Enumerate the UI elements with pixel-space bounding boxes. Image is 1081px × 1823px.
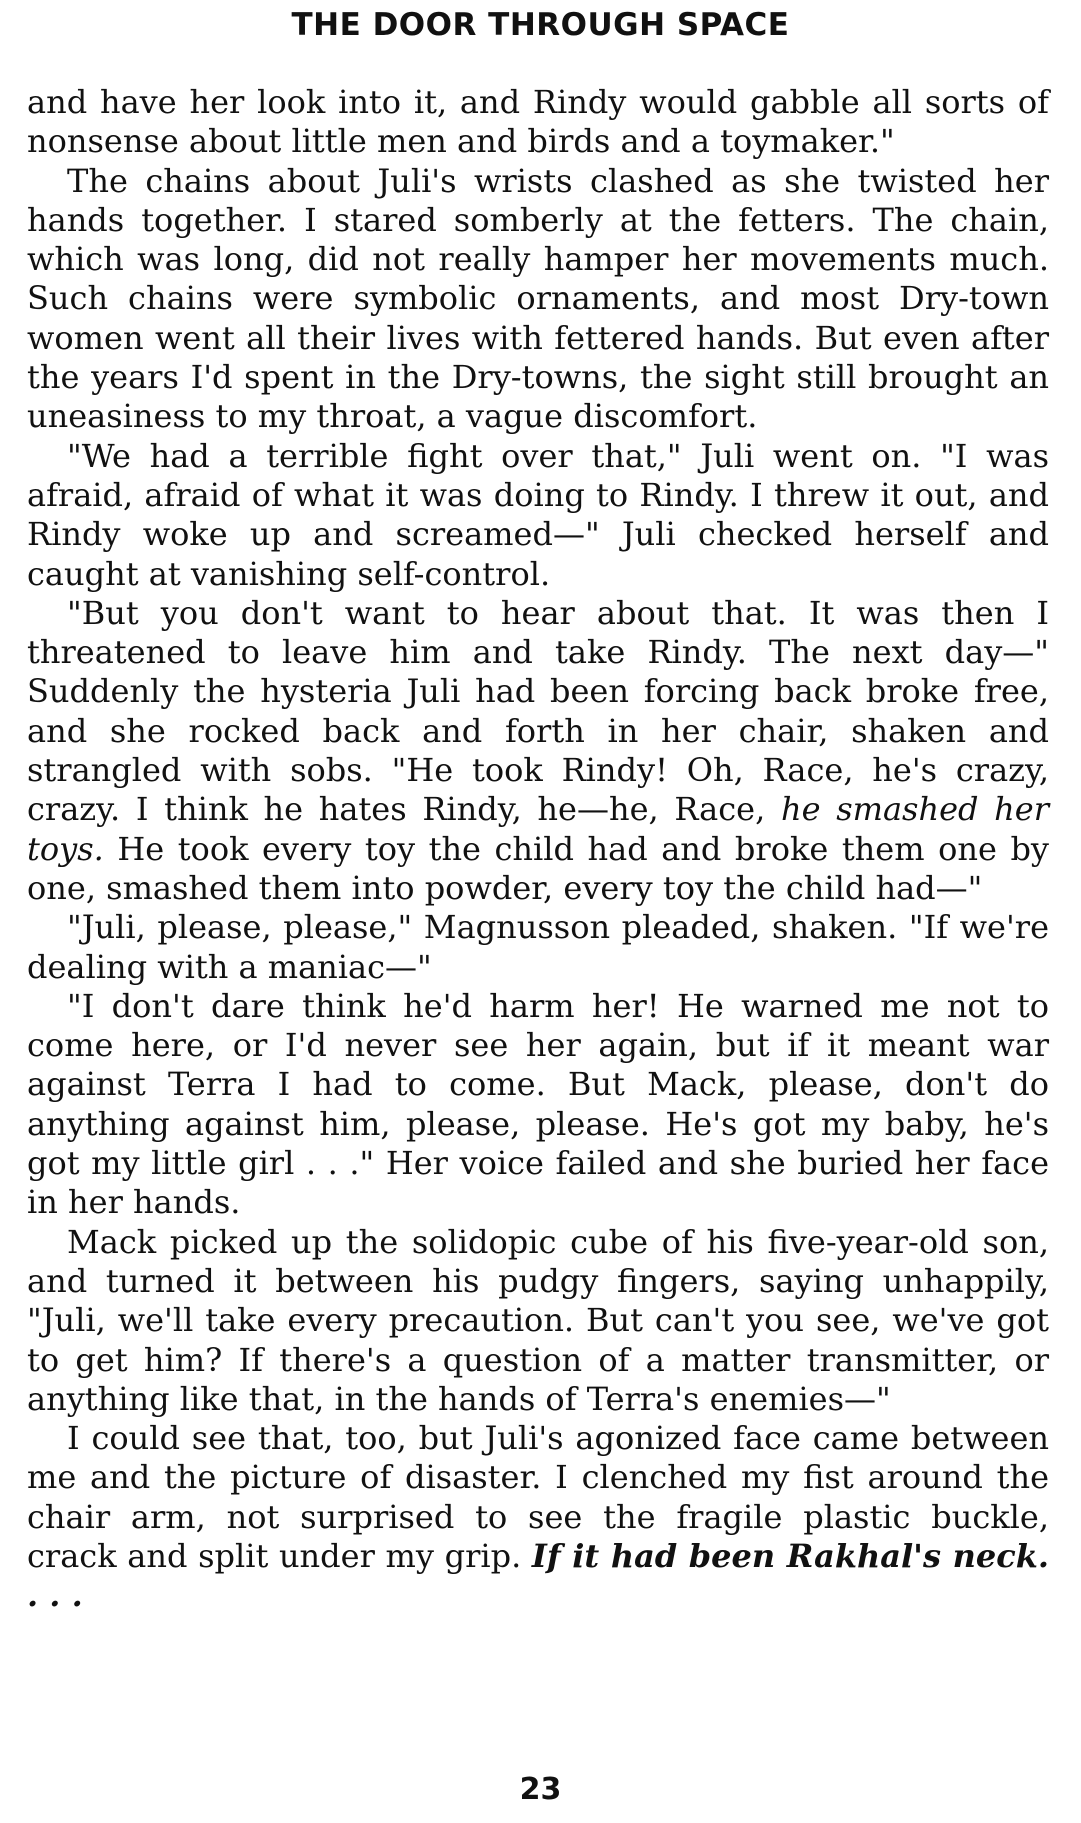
italic-emphasis: he smashed her toys. — [27, 790, 1050, 868]
paragraph: and have her look into it, and Rindy would gabble all sorts of nonsense about little men and birds and a toymaker." — [27, 83, 1049, 161]
paragraph: "We had a terrible fight over that," Juli went on. "I was afraid, afraid of what it was doing to Rindy. I threw it out, and Rindy woke up and screamed—" Juli checked herself and caught at vanishing self-control. — [27, 436, 1049, 593]
paragraph: "I don't dare think he'd harm her! He warned me not to come here, or I'd never see her again, but if it meant war against Terra I had to come. But Mack, please, don't do anything against him, please, please. He's got my baby, he's got my little girl . . ." Her voice failed and she buried her face in her hands. — [27, 986, 1049, 1222]
body-text — [27, 83, 1049, 1616]
italic-emphasis: If it had been Rakhal's neck. . . . — [27, 1536, 1050, 1615]
paragraph: Mack picked up the solidopic cube of his five-year-old son, and turned it between his pudgy fingers, saying unhappily, "Juli, we'll take every precaution. But can't you see, we've got to get him? If there's a question of a matter transmitter, or anything like that, in the hands of Terra's enemies—" — [27, 1222, 1049, 1418]
paragraph: "Juli, please, please," Magnusson pleaded, shaken. "If we're dealing with a maniac—" — [27, 908, 1049, 986]
paragraph: The chains about Juli's wrists clashed as she twisted her hands together. I stared somberly at the fetters. The chain, which was long, did not really hamper her movements much. Such chains were symbolic ornaments, and most Dry-town women went all their lives with fettered hands. But even after the years I'd spent in the Dry-towns, the sight still brought an uneasiness to my throat, a vague discomfort. — [27, 161, 1049, 436]
paragraph: "But you don't want to hear about that. It was then I threatened to leave him and take Rindy. The next day—" Suddenly the hysteria Juli had been forcing back broke free, and she rocked back and forth in her chair, shaken and strangled with sobs. "He took Rindy! Oh, Race, he's crazy, crazy. I think he hates Rindy, he—he, Race, he smashed her toys. He took every toy the child had and broke them one by one, smashed them into powder, every toy the child had—" — [27, 593, 1050, 907]
page-number: 23 — [519, 1772, 562, 1807]
paragraph: I could see that, too, but Juli's agonized face came between me and the picture of disaster. I clenched my fist around the chair arm, not surprised to see the fragile plastic buckle, crack and split under my grip. If it had been Rakhal's neck. . . . — [27, 1419, 1050, 1615]
running-head-title: THE DOOR THROUGH SPACE — [291, 7, 790, 43]
